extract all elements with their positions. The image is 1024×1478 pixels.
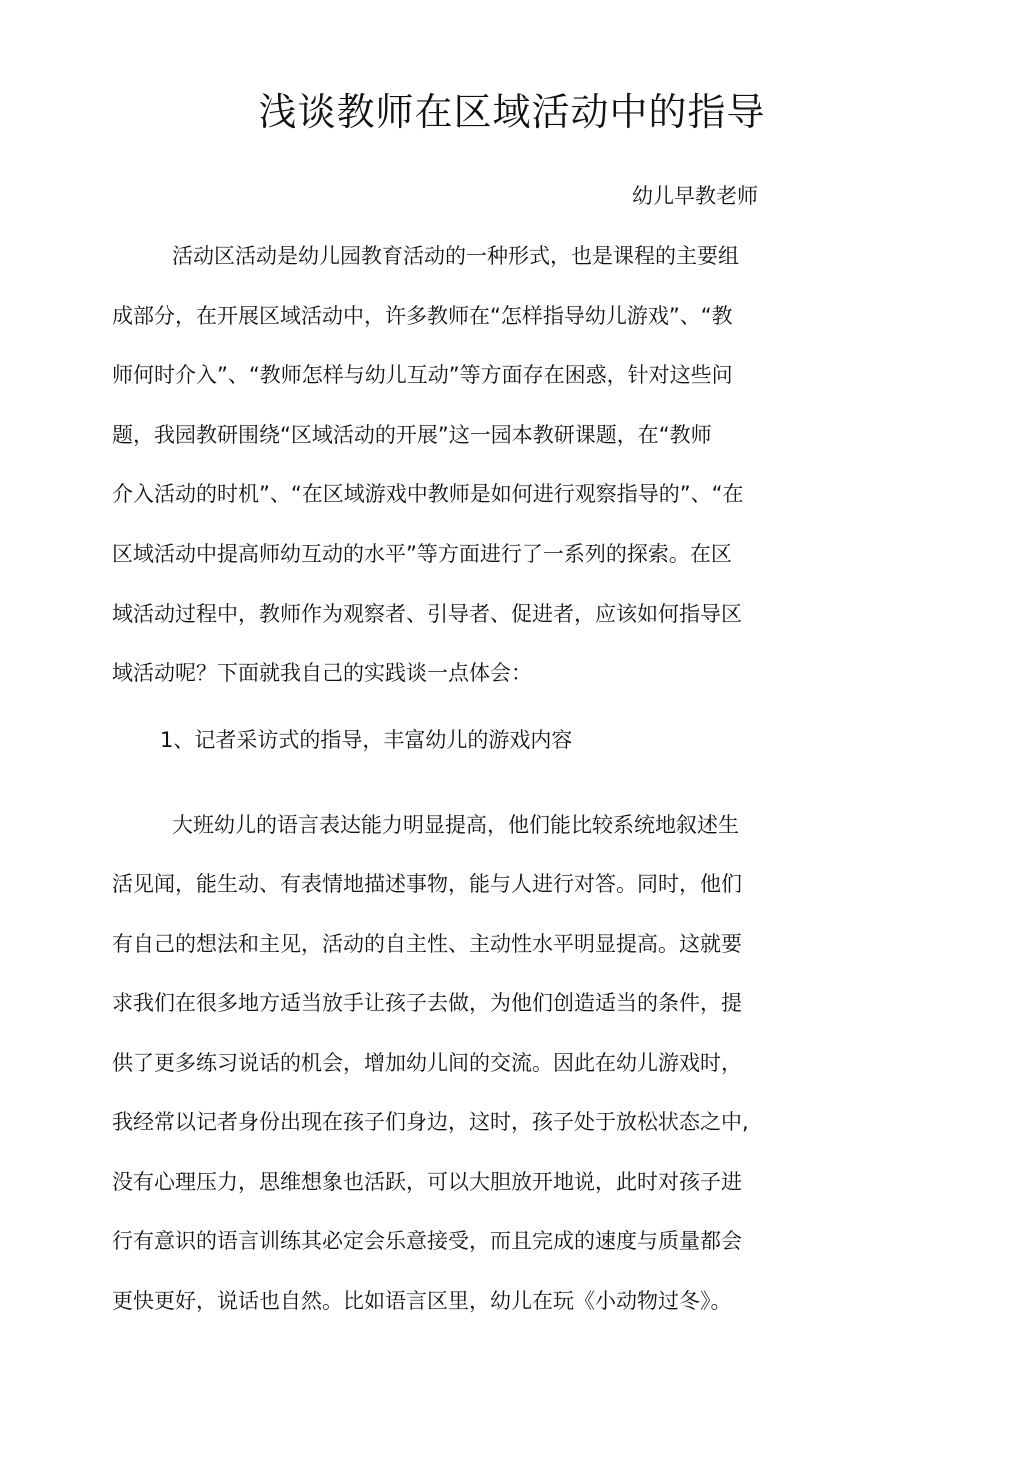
- author-name: 幼儿早教老师: [632, 184, 758, 208]
- paragraph2-line: 求我们在很多地方适当放手让孩子去做，为他们创造适当的条件，提: [112, 991, 742, 1015]
- paragraph1-line: 活动区活动是幼儿园教育活动的一种形式，也是课程的主要组: [172, 244, 739, 268]
- paragraph1-line: 域活动过程中，教师作为观察者、引导者、促进者，应该如何指导区: [112, 602, 742, 626]
- paragraph2-line: 我经常以记者身份出现在孩子们身边，这时，孩子处于放松状态之中,: [112, 1110, 749, 1134]
- paragraph1-line: 区域活动中提高师幼互动的水平”等方面进行了一系列的探索。在区: [112, 542, 732, 566]
- paragraph1-line: 师何时介入”、“教师怎样与幼儿互动”等方面存在困惑，针对这些问: [112, 363, 733, 387]
- section-heading: 1、记者采访式的指导，丰富幼儿的游戏内容: [160, 728, 573, 752]
- paragraph2-line: 行有意识的语言训练其必定会乐意接受，而且完成的速度与质量都会: [112, 1229, 742, 1253]
- document-title: 浅谈教师在区域活动中的指导: [258, 90, 766, 134]
- paragraph1-line: 介入活动的时机”、“在区域游戏中教师是如何进行观察指导的”、“在: [112, 482, 744, 506]
- paragraph1-line: 成部分，在开展区域活动中，许多教师在“怎样指导幼儿游戏”、“教: [112, 304, 733, 328]
- paragraph1-line: 域活动呢？下面就我自己的实践谈一点体会：: [112, 661, 532, 685]
- paragraph2-line: 更快更好，说话也自然。比如语言区里，幼儿在玩《小动物过冬》。: [112, 1289, 732, 1313]
- paragraph2-line: 没有心理压力，思维想象也活跃，可以大胆放开地说，此时对孩子进: [112, 1170, 742, 1194]
- paragraph2-line: 供了更多练习说话的机会，增加幼儿间的交流。因此在幼儿游戏时，: [112, 1051, 742, 1075]
- paragraph1-line: 题，我园教研围绕“区域活动的开展”这一园本教研课题，在“教师: [112, 423, 712, 447]
- paragraph2-line: 活见闻，能生动、有表情地描述事物，能与人进行对答。同时，他们: [112, 872, 742, 896]
- paragraph2-line: 大班幼儿的语言表达能力明显提高，他们能比较系统地叙述生: [172, 813, 739, 837]
- paragraph2-line: 有自己的想法和主见，活动的自主性、主动性水平明显提高。这就要: [112, 932, 742, 956]
